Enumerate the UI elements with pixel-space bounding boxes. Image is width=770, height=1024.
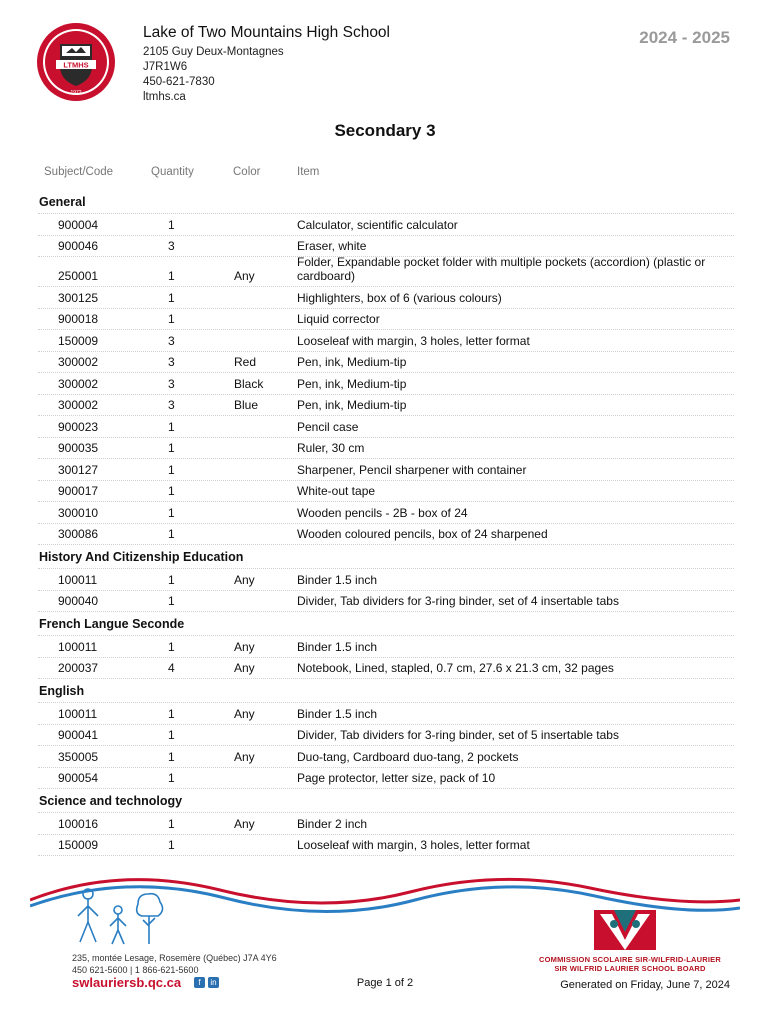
supply-row: [38, 524, 734, 546]
item-code: 900054: [58, 771, 99, 785]
item-description: Divider, Tab dividers for 3-ring binder, set of 5 insertable tabs: [297, 728, 619, 742]
school-website: ltmhs.ca: [143, 91, 186, 103]
item-quantity: 1: [168, 462, 175, 477]
school-address: 2105 Guy Deux-Montagnes: [143, 46, 284, 58]
supply-row: [38, 658, 734, 680]
item-code: 300125: [58, 290, 99, 305]
item-code: 150009: [58, 838, 99, 852]
facebook-icon[interactable]: f: [194, 977, 205, 988]
item-code: 100011: [58, 706, 98, 721]
item-quantity: 1: [168, 816, 175, 831]
supply-row: [38, 236, 734, 258]
supply-row: [38, 373, 734, 395]
item-code: 250001: [58, 269, 99, 283]
supply-row: [38, 352, 734, 374]
board-address-line: 235, montée Lesage, Rosemère (Québec) J7A 4Y6: [72, 953, 277, 963]
item-quantity: 1: [168, 527, 175, 541]
item-color: Any: [234, 706, 255, 721]
supply-row: [38, 725, 734, 747]
column-header-item: Item: [297, 166, 320, 178]
column-header-color: Color: [233, 166, 261, 178]
page-title: Secondary 3: [334, 121, 436, 140]
item-code: 300010: [58, 505, 99, 520]
item-description: Wooden coloured pencils, box of 24 sharpened: [297, 527, 548, 541]
section-title: English: [38, 679, 734, 703]
item-code: 900041: [58, 728, 99, 742]
item-code: 900018: [58, 312, 99, 326]
supply-row: [38, 835, 734, 857]
item-code: 350005: [58, 749, 99, 764]
item-quantity: 3: [168, 239, 175, 253]
logo-text: LTMHS: [63, 60, 89, 70]
column-header-code: Subject/Code: [44, 166, 114, 178]
item-quantity: 1: [168, 749, 175, 764]
item-quantity: 3: [168, 376, 175, 391]
item-quantity: 3: [168, 398, 175, 412]
logo-year: 1972: [70, 90, 82, 96]
item-quantity: 1: [168, 269, 175, 283]
board-name-french: COMMISSION SCOLAIRE SIR-WILFRID-LAURIER: [539, 955, 721, 964]
item-description: Folder, Expandable pocket folder with multiple pockets (accordion) (plastic or cardboard): [297, 255, 706, 283]
item-quantity: 1: [168, 290, 175, 305]
item-description: Duo-tang, Cardboard duo-tang, 2 pockets: [297, 749, 519, 764]
linkedin-icon[interactable]: in: [208, 977, 219, 988]
board-phone-line: 450 621-5600 | 1 866-621-5600: [72, 965, 199, 975]
supply-row: [38, 502, 734, 524]
item-code: 900017: [58, 484, 99, 498]
school-info: [143, 24, 390, 105]
supply-row: [38, 746, 734, 768]
supply-row: [38, 813, 734, 835]
item-quantity: 1: [168, 217, 175, 232]
item-description: Binder 1.5 inch: [297, 706, 378, 721]
item-color: Blue: [234, 398, 259, 412]
supply-row: [38, 416, 734, 438]
item-code: 200037: [58, 661, 99, 675]
generated-date: Generated on Friday, June 7, 2024: [560, 979, 730, 991]
item-description: Looseleaf with margin, 3 holes, letter format: [297, 333, 530, 348]
item-quantity: 1: [168, 771, 175, 785]
supply-list: [38, 190, 734, 856]
item-code: 300086: [58, 527, 99, 541]
item-color: Any: [234, 661, 255, 675]
item-description: Sharpener, Pencil sharpener with container: [297, 462, 527, 477]
item-description: Calculator, scientific calculator: [297, 217, 458, 232]
supply-row: [38, 459, 734, 481]
item-description: Looseleaf with margin, 3 holes, letter format: [297, 838, 530, 852]
item-quantity: 1: [168, 505, 175, 520]
supply-row: [38, 214, 734, 236]
section-title: Science and technology: [38, 789, 734, 813]
supply-row: [38, 703, 734, 725]
item-quantity: 1: [168, 572, 175, 587]
item-description: Binder 1.5 inch: [297, 572, 378, 587]
item-description: Pen, ink, Medium-tip: [297, 355, 407, 369]
item-color: Any: [234, 639, 255, 654]
item-code: 300002: [58, 376, 99, 391]
page-number: Page 1 of 2: [356, 977, 414, 989]
school-name: Lake of Two Mountains High School: [143, 24, 391, 41]
supply-row: [38, 438, 734, 460]
school-phone: 450-621-7830: [143, 76, 215, 88]
board-website-link[interactable]: swlauriersb.qc.ca: [72, 975, 182, 990]
section-title: General: [38, 190, 734, 214]
supply-row: [38, 591, 734, 613]
supply-row: [38, 636, 734, 658]
board-address: [72, 952, 277, 976]
item-quantity: 1: [168, 484, 175, 498]
item-color: Any: [234, 269, 255, 283]
item-code: 300002: [58, 398, 99, 412]
supply-row: [38, 309, 734, 331]
supply-row: [38, 768, 734, 790]
item-description: Ruler, 30 cm: [297, 441, 365, 455]
school-postal-code: J7R1W6: [143, 61, 188, 73]
item-description: Binder 2 inch: [297, 816, 368, 831]
item-description: Divider, Tab dividers for 3-ring binder, set of 4 insertable tabs: [297, 594, 619, 608]
item-description: Liquid corrector: [297, 312, 380, 326]
item-quantity: 1: [168, 441, 175, 455]
school-year: 2024 - 2025: [639, 28, 730, 47]
item-description: Highlighters, box of 6 (various colours): [297, 290, 502, 305]
item-description: Pen, ink, Medium-tip: [297, 376, 407, 391]
supply-row: [38, 330, 734, 352]
supply-row: [38, 569, 734, 591]
item-description: Notebook, Lined, stapled, 0.7 cm, 27.6 x 21.3 cm, 32 pages: [297, 661, 614, 675]
item-description: Wooden pencils - 2B - box of 24: [297, 505, 468, 520]
school-logo: [36, 22, 116, 102]
item-quantity: 1: [168, 838, 175, 852]
item-description: Pencil case: [297, 419, 359, 434]
people-tree-illustration: [72, 886, 172, 946]
supply-row: [38, 481, 734, 503]
item-color: Any: [234, 816, 255, 831]
item-quantity: 4: [168, 661, 175, 675]
item-color: Black: [234, 376, 264, 391]
item-quantity: 3: [168, 355, 175, 369]
item-description: Pen, ink, Medium-tip: [297, 398, 407, 412]
item-quantity: 1: [168, 639, 175, 654]
board-name-english: SIR WILFRID LAURIER SCHOOL BOARD: [554, 964, 706, 973]
item-color: Any: [234, 749, 255, 764]
item-quantity: 1: [168, 594, 175, 608]
item-code: 900040: [58, 594, 99, 608]
item-code: 900035: [58, 441, 99, 455]
school-board-logo: [594, 910, 656, 950]
item-code: 900004: [58, 217, 99, 232]
item-quantity: 3: [168, 333, 175, 348]
item-code: 150009: [58, 333, 99, 348]
column-header-quantity: Quantity: [151, 166, 194, 178]
item-description: Binder 1.5 inch: [297, 639, 378, 654]
item-color: Any: [234, 572, 255, 587]
item-code: 100011: [58, 639, 98, 654]
item-quantity: 1: [168, 728, 175, 742]
item-description: Page protector, letter size, pack of 10: [297, 771, 496, 785]
item-code: 100011: [58, 572, 98, 587]
item-code: 900023: [58, 419, 99, 434]
supply-row: [38, 395, 734, 417]
item-description: Eraser, white: [297, 239, 367, 253]
item-code: 300002: [58, 355, 99, 369]
item-quantity: 1: [168, 312, 175, 326]
item-code: 100016: [58, 816, 99, 831]
item-quantity: 1: [168, 706, 175, 721]
supply-row: [38, 257, 734, 287]
item-code: 300127: [58, 462, 99, 477]
section-title: French Langue Seconde: [38, 612, 734, 636]
item-color: Red: [234, 355, 257, 369]
supply-row: [38, 287, 734, 309]
item-code: 900046: [58, 239, 99, 253]
item-quantity: 1: [168, 419, 175, 434]
item-description: White-out tape: [297, 484, 376, 498]
section-title: History And Citizenship Education: [38, 545, 734, 569]
